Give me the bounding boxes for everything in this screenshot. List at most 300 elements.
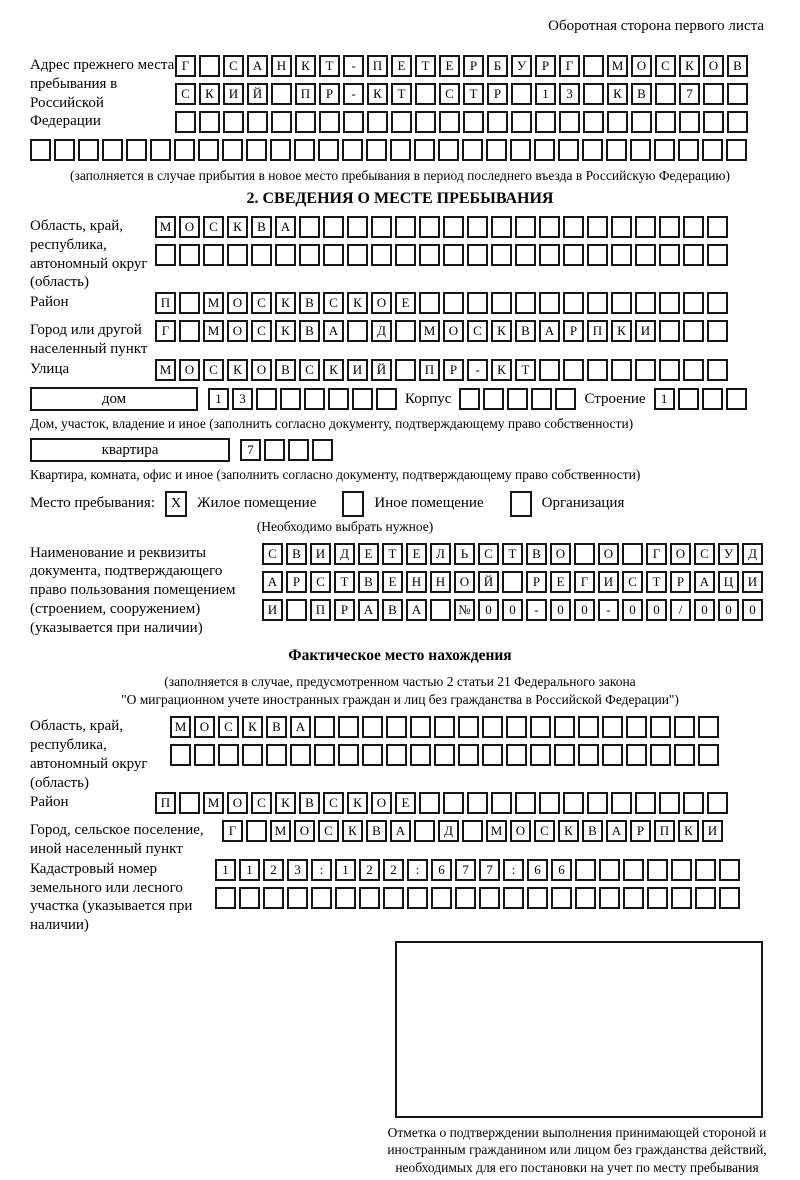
char-cell[interactable] (554, 744, 575, 766)
char-cell[interactable]: 3 (232, 388, 253, 410)
char-cell[interactable]: П (419, 359, 440, 381)
char-cell[interactable]: С (318, 820, 339, 842)
char-cell[interactable] (430, 599, 451, 621)
char-cell[interactable]: 7 (240, 439, 261, 461)
char-cell[interactable] (650, 744, 671, 766)
char-cell[interactable]: О (227, 320, 248, 342)
char-cell[interactable] (264, 439, 285, 461)
char-cell[interactable]: С (251, 320, 272, 342)
char-cell[interactable] (563, 216, 584, 238)
char-cell[interactable]: У (718, 543, 739, 565)
char-cell[interactable] (455, 887, 476, 909)
char-cell[interactable]: 7 (479, 859, 500, 881)
char-cell[interactable]: О (371, 792, 392, 814)
char-cell[interactable] (280, 388, 301, 410)
char-cell[interactable] (635, 792, 656, 814)
char-cell[interactable] (194, 744, 215, 766)
char-cell[interactable]: М (155, 359, 176, 381)
char-cell[interactable] (323, 216, 344, 238)
char-cell[interactable]: О (371, 292, 392, 314)
char-cell[interactable]: Т (391, 83, 412, 105)
char-cell[interactable] (443, 244, 464, 266)
char-cell[interactable]: А (290, 716, 311, 738)
char-cell[interactable]: М (155, 216, 176, 238)
char-cell[interactable] (587, 792, 608, 814)
char-cell[interactable]: А (406, 599, 427, 621)
char-cell[interactable] (683, 359, 704, 381)
char-cell[interactable] (290, 744, 311, 766)
char-cell[interactable] (707, 359, 728, 381)
char-cell[interactable]: Й (478, 571, 499, 593)
char-cell[interactable]: 0 (550, 599, 571, 621)
char-cell[interactable] (659, 792, 680, 814)
char-cell[interactable] (256, 388, 277, 410)
char-cell[interactable] (551, 887, 572, 909)
char-cell[interactable] (531, 388, 552, 410)
char-cell[interactable] (503, 887, 524, 909)
char-cell[interactable]: К (611, 320, 632, 342)
char-cell[interactable]: О (550, 543, 571, 565)
char-cell[interactable]: К (558, 820, 579, 842)
char-cell[interactable] (179, 320, 200, 342)
char-cell[interactable]: - (343, 83, 364, 105)
stay-type-checkbox-other[interactable] (342, 491, 364, 517)
char-cell[interactable]: 1 (208, 388, 229, 410)
char-cell[interactable] (650, 716, 671, 738)
char-cell[interactable] (611, 792, 632, 814)
char-cell[interactable] (539, 216, 560, 238)
char-cell[interactable] (574, 543, 595, 565)
char-cell[interactable] (635, 359, 656, 381)
char-cell[interactable] (659, 244, 680, 266)
char-cell[interactable] (674, 716, 695, 738)
char-cell[interactable]: С (323, 292, 344, 314)
char-cell[interactable]: 2 (263, 859, 284, 881)
char-cell[interactable] (726, 388, 747, 410)
char-cell[interactable] (719, 887, 740, 909)
char-cell[interactable]: : (503, 859, 524, 881)
char-cell[interactable]: К (275, 792, 296, 814)
char-cell[interactable]: И (223, 83, 244, 105)
char-cell[interactable]: Р (526, 571, 547, 593)
char-cell[interactable] (707, 320, 728, 342)
char-cell[interactable]: 1 (215, 859, 236, 881)
char-cell[interactable]: Г (646, 543, 667, 565)
char-cell[interactable] (563, 244, 584, 266)
char-cell[interactable]: И (347, 359, 368, 381)
char-cell[interactable] (582, 139, 603, 161)
char-cell[interactable]: / (670, 599, 691, 621)
char-cell[interactable] (335, 887, 356, 909)
char-cell[interactable]: К (607, 83, 628, 105)
char-cell[interactable]: С (251, 292, 272, 314)
char-cell[interactable]: К (491, 359, 512, 381)
char-cell[interactable] (439, 111, 460, 133)
char-cell[interactable]: К (491, 320, 512, 342)
char-cell[interactable] (558, 139, 579, 161)
char-cell[interactable] (347, 216, 368, 238)
char-cell[interactable]: М (203, 792, 224, 814)
char-cell[interactable] (150, 139, 171, 161)
char-cell[interactable]: П (155, 792, 176, 814)
char-cell[interactable]: С (467, 320, 488, 342)
char-cell[interactable]: П (587, 320, 608, 342)
char-cell[interactable]: 7 (679, 83, 700, 105)
char-cell[interactable] (286, 599, 307, 621)
char-cell[interactable]: О (251, 359, 272, 381)
char-cell[interactable]: 0 (478, 599, 499, 621)
char-cell[interactable]: М (170, 716, 191, 738)
char-cell[interactable]: Е (358, 543, 379, 565)
char-cell[interactable]: Р (443, 359, 464, 381)
char-cell[interactable]: А (694, 571, 715, 593)
char-cell[interactable] (352, 388, 373, 410)
char-cell[interactable] (726, 139, 747, 161)
char-cell[interactable] (199, 111, 220, 133)
char-cell[interactable] (671, 887, 692, 909)
char-cell[interactable] (414, 139, 435, 161)
char-cell[interactable]: Р (487, 83, 508, 105)
char-cell[interactable]: Т (319, 55, 340, 77)
char-cell[interactable] (102, 139, 123, 161)
char-cell[interactable]: С (251, 792, 272, 814)
char-cell[interactable]: А (323, 320, 344, 342)
char-cell[interactable]: 0 (502, 599, 523, 621)
char-cell[interactable]: С (310, 571, 331, 593)
char-cell[interactable] (703, 111, 724, 133)
char-cell[interactable] (343, 111, 364, 133)
char-cell[interactable]: О (454, 571, 475, 593)
char-cell[interactable] (707, 792, 728, 814)
char-cell[interactable] (727, 111, 748, 133)
char-cell[interactable] (242, 744, 263, 766)
char-cell[interactable]: Д (742, 543, 763, 565)
char-cell[interactable]: 6 (551, 859, 572, 881)
char-cell[interactable] (415, 111, 436, 133)
char-cell[interactable] (271, 111, 292, 133)
char-cell[interactable] (575, 887, 596, 909)
char-cell[interactable] (623, 859, 644, 881)
char-cell[interactable] (611, 359, 632, 381)
char-cell[interactable]: 1 (239, 859, 260, 881)
char-cell[interactable] (271, 83, 292, 105)
char-cell[interactable]: Е (406, 543, 427, 565)
char-cell[interactable] (602, 744, 623, 766)
stay-type-checkbox-organization[interactable] (510, 491, 532, 517)
char-cell[interactable]: А (539, 320, 560, 342)
char-cell[interactable] (630, 139, 651, 161)
char-cell[interactable]: В (251, 216, 272, 238)
char-cell[interactable]: 0 (742, 599, 763, 621)
char-cell[interactable]: 0 (646, 599, 667, 621)
char-cell[interactable] (530, 744, 551, 766)
char-cell[interactable]: Д (438, 820, 459, 842)
char-cell[interactable] (554, 716, 575, 738)
char-cell[interactable] (482, 744, 503, 766)
char-cell[interactable]: - (343, 55, 364, 77)
char-cell[interactable]: Л (430, 543, 451, 565)
char-cell[interactable] (431, 887, 452, 909)
char-cell[interactable] (383, 887, 404, 909)
char-cell[interactable] (683, 244, 704, 266)
char-cell[interactable] (458, 744, 479, 766)
char-cell[interactable]: С (323, 792, 344, 814)
char-cell[interactable]: В (631, 83, 652, 105)
char-cell[interactable]: А (247, 55, 268, 77)
char-cell[interactable]: Е (550, 571, 571, 593)
char-cell[interactable]: 6 (527, 859, 548, 881)
char-cell[interactable] (583, 55, 604, 77)
char-cell[interactable]: : (407, 859, 428, 881)
char-cell[interactable]: А (358, 599, 379, 621)
char-cell[interactable]: П (155, 292, 176, 314)
char-cell[interactable]: Ь (454, 543, 475, 565)
char-cell[interactable] (395, 244, 416, 266)
char-cell[interactable] (491, 244, 512, 266)
char-cell[interactable]: О (227, 792, 248, 814)
char-cell[interactable]: О (227, 292, 248, 314)
char-cell[interactable] (491, 792, 512, 814)
char-cell[interactable] (203, 244, 224, 266)
char-cell[interactable]: С (655, 55, 676, 77)
char-cell[interactable]: В (299, 320, 320, 342)
char-cell[interactable] (179, 292, 200, 314)
char-cell[interactable]: В (582, 820, 603, 842)
char-cell[interactable]: Р (319, 83, 340, 105)
char-cell[interactable] (443, 216, 464, 238)
char-cell[interactable]: С (203, 359, 224, 381)
char-cell[interactable]: К (275, 320, 296, 342)
char-cell[interactable]: К (342, 820, 363, 842)
char-cell[interactable] (683, 320, 704, 342)
char-cell[interactable] (175, 111, 196, 133)
char-cell[interactable] (179, 792, 200, 814)
char-cell[interactable] (659, 216, 680, 238)
char-cell[interactable] (563, 792, 584, 814)
char-cell[interactable]: М (270, 820, 291, 842)
char-cell[interactable] (395, 216, 416, 238)
char-cell[interactable] (623, 887, 644, 909)
char-cell[interactable] (246, 820, 267, 842)
char-cell[interactable] (390, 139, 411, 161)
char-cell[interactable] (299, 216, 320, 238)
char-cell[interactable] (654, 139, 675, 161)
char-cell[interactable]: О (443, 320, 464, 342)
char-cell[interactable]: В (382, 599, 403, 621)
char-cell[interactable]: М (203, 320, 224, 342)
char-cell[interactable]: 3 (287, 859, 308, 881)
char-cell[interactable] (376, 388, 397, 410)
char-cell[interactable] (338, 716, 359, 738)
char-cell[interactable]: Е (391, 55, 412, 77)
char-cell[interactable] (611, 244, 632, 266)
char-cell[interactable] (299, 244, 320, 266)
char-cell[interactable]: В (299, 792, 320, 814)
char-cell[interactable] (555, 388, 576, 410)
char-cell[interactable] (30, 139, 51, 161)
char-cell[interactable] (698, 744, 719, 766)
char-cell[interactable] (611, 216, 632, 238)
char-cell[interactable] (527, 887, 548, 909)
char-cell[interactable] (506, 744, 527, 766)
char-cell[interactable]: А (275, 216, 296, 238)
char-cell[interactable] (362, 716, 383, 738)
char-cell[interactable]: Е (439, 55, 460, 77)
char-cell[interactable]: 2 (359, 859, 380, 881)
char-cell[interactable]: И (635, 320, 656, 342)
char-cell[interactable] (507, 388, 528, 410)
char-cell[interactable] (482, 716, 503, 738)
char-cell[interactable]: А (390, 820, 411, 842)
char-cell[interactable]: : (311, 859, 332, 881)
char-cell[interactable] (323, 244, 344, 266)
char-cell[interactable] (515, 792, 536, 814)
char-cell[interactable]: 3 (559, 83, 580, 105)
char-cell[interactable]: Т (502, 543, 523, 565)
char-cell[interactable]: - (598, 599, 619, 621)
char-cell[interactable]: С (175, 83, 196, 105)
char-cell[interactable] (626, 744, 647, 766)
char-cell[interactable] (239, 887, 260, 909)
char-cell[interactable] (587, 359, 608, 381)
char-cell[interactable] (467, 216, 488, 238)
char-cell[interactable] (607, 111, 628, 133)
char-cell[interactable]: Н (271, 55, 292, 77)
char-cell[interactable] (511, 83, 532, 105)
char-cell[interactable] (347, 320, 368, 342)
char-cell[interactable] (698, 716, 719, 738)
char-cell[interactable]: И (310, 543, 331, 565)
char-cell[interactable] (419, 292, 440, 314)
char-cell[interactable] (462, 820, 483, 842)
char-cell[interactable] (539, 244, 560, 266)
char-cell[interactable] (410, 716, 431, 738)
char-cell[interactable] (366, 139, 387, 161)
char-cell[interactable] (438, 139, 459, 161)
char-cell[interactable]: Р (563, 320, 584, 342)
char-cell[interactable] (419, 216, 440, 238)
char-cell[interactable] (674, 744, 695, 766)
char-cell[interactable] (575, 859, 596, 881)
char-cell[interactable]: О (294, 820, 315, 842)
char-cell[interactable]: Т (382, 543, 403, 565)
char-cell[interactable] (539, 359, 560, 381)
char-cell[interactable]: М (419, 320, 440, 342)
char-cell[interactable]: О (179, 216, 200, 238)
char-cell[interactable] (631, 111, 652, 133)
char-cell[interactable] (415, 83, 436, 105)
char-cell[interactable] (679, 111, 700, 133)
char-cell[interactable] (410, 744, 431, 766)
char-cell[interactable] (395, 320, 416, 342)
char-cell[interactable]: К (242, 716, 263, 738)
char-cell[interactable] (534, 139, 555, 161)
char-cell[interactable] (318, 139, 339, 161)
char-cell[interactable] (391, 111, 412, 133)
char-cell[interactable] (695, 859, 716, 881)
char-cell[interactable]: Й (247, 83, 268, 105)
char-cell[interactable]: О (510, 820, 531, 842)
char-cell[interactable]: Ц (718, 571, 739, 593)
char-cell[interactable] (251, 244, 272, 266)
char-cell[interactable] (587, 216, 608, 238)
char-cell[interactable] (655, 83, 676, 105)
char-cell[interactable] (578, 716, 599, 738)
char-cell[interactable]: О (703, 55, 724, 77)
char-cell[interactable] (703, 83, 724, 105)
char-cell[interactable]: О (670, 543, 691, 565)
char-cell[interactable] (463, 111, 484, 133)
char-cell[interactable]: Г (222, 820, 243, 842)
char-cell[interactable] (419, 244, 440, 266)
char-cell[interactable]: К (275, 292, 296, 314)
char-cell[interactable]: К (347, 292, 368, 314)
char-cell[interactable]: С (223, 55, 244, 77)
char-cell[interactable]: Т (515, 359, 536, 381)
char-cell[interactable] (510, 139, 531, 161)
char-cell[interactable]: Г (559, 55, 580, 77)
char-cell[interactable]: Г (155, 320, 176, 342)
char-cell[interactable] (288, 439, 309, 461)
char-cell[interactable]: Р (334, 599, 355, 621)
char-cell[interactable] (583, 83, 604, 105)
char-cell[interactable] (314, 744, 335, 766)
char-cell[interactable] (443, 792, 464, 814)
char-cell[interactable]: Р (670, 571, 691, 593)
char-cell[interactable] (367, 111, 388, 133)
char-cell[interactable] (539, 292, 560, 314)
char-cell[interactable]: К (679, 55, 700, 77)
char-cell[interactable] (414, 820, 435, 842)
char-cell[interactable] (314, 716, 335, 738)
char-cell[interactable]: - (526, 599, 547, 621)
char-cell[interactable] (434, 744, 455, 766)
char-cell[interactable]: И (262, 599, 283, 621)
char-cell[interactable] (371, 216, 392, 238)
char-cell[interactable] (467, 244, 488, 266)
char-cell[interactable]: М (203, 292, 224, 314)
char-cell[interactable] (563, 292, 584, 314)
char-cell[interactable]: - (467, 359, 488, 381)
char-cell[interactable]: Т (334, 571, 355, 593)
char-cell[interactable]: Й (371, 359, 392, 381)
char-cell[interactable]: В (266, 716, 287, 738)
char-cell[interactable] (635, 244, 656, 266)
char-cell[interactable]: К (347, 792, 368, 814)
char-cell[interactable]: А (262, 571, 283, 593)
char-cell[interactable]: Е (395, 292, 416, 314)
char-cell[interactable] (655, 111, 676, 133)
char-cell[interactable]: К (227, 216, 248, 238)
char-cell[interactable]: А (606, 820, 627, 842)
char-cell[interactable] (559, 111, 580, 133)
char-cell[interactable] (539, 792, 560, 814)
char-cell[interactable]: В (727, 55, 748, 77)
char-cell[interactable] (622, 543, 643, 565)
char-cell[interactable]: С (262, 543, 283, 565)
char-cell[interactable] (578, 744, 599, 766)
char-cell[interactable] (342, 139, 363, 161)
char-cell[interactable]: Г (175, 55, 196, 77)
char-cell[interactable] (246, 139, 267, 161)
char-cell[interactable] (54, 139, 75, 161)
char-cell[interactable]: Т (415, 55, 436, 77)
char-cell[interactable] (467, 792, 488, 814)
char-cell[interactable] (606, 139, 627, 161)
char-cell[interactable]: И (598, 571, 619, 593)
char-cell[interactable] (386, 744, 407, 766)
char-cell[interactable] (719, 859, 740, 881)
